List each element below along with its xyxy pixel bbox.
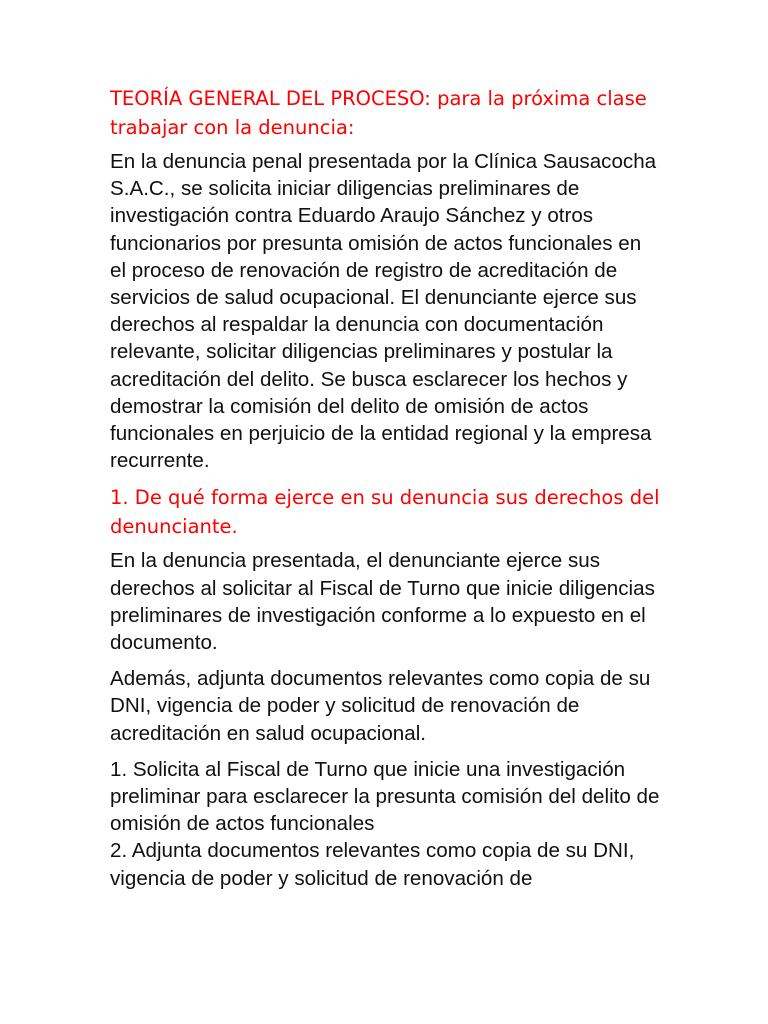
document-title: TEORÍA GENERAL DEL PROCESO: para la próxima clase trabajar con la denuncia: (110, 87, 647, 139)
list-item: 2. Adjunta documentos relevantes como copia de su DNI, vigencia de poder y solicitud de renovación de (110, 839, 635, 890)
numbered-list (110, 756, 662, 892)
intro-paragraph: En la denuncia penal presentada por la Clínica Sausacocha S.A.C., se solicita iniciar diligencias preliminares de investigación contra Eduardo Araujo Sánchez y otros funcionarios por presunta omisión de actos funcionales en el proceso de renovación de registro de acreditación de servicios de salud ocupacional. El denunciante ejerce sus derechos al respaldar la denuncia con documentación relevante, solicitar diligencias preliminares y postular la acreditación del delito. Se busca esclarecer los hechos y demostrar la comisión del delito de omisión de actos funcionales en perjuicio de la entidad regional y la empresa recurrente. (110, 150, 657, 473)
list-item: 1. Solicita al Fiscal de Turno que inicie una investigación preliminar para esclarecer la presunta comisión del delito de omisión de actos funcionales (110, 757, 660, 836)
document-page (110, 84, 662, 892)
question-heading: 1. De qué forma ejerce en su denuncia sus derechos del denunciante. (110, 486, 660, 539)
answer-paragraph-1: En la denuncia presentada, el denunciante ejerce sus derechos al solicitar al Fiscal de Turno que inicie diligencias preliminares de investigación conforme a lo expuesto en el documento. (110, 549, 655, 655)
answer-paragraph-2: Además, adjunta documentos relevantes como copia de su DNI, vigencia de poder y solicitud de renovación de acreditación en salud ocupacional. (110, 667, 651, 745)
